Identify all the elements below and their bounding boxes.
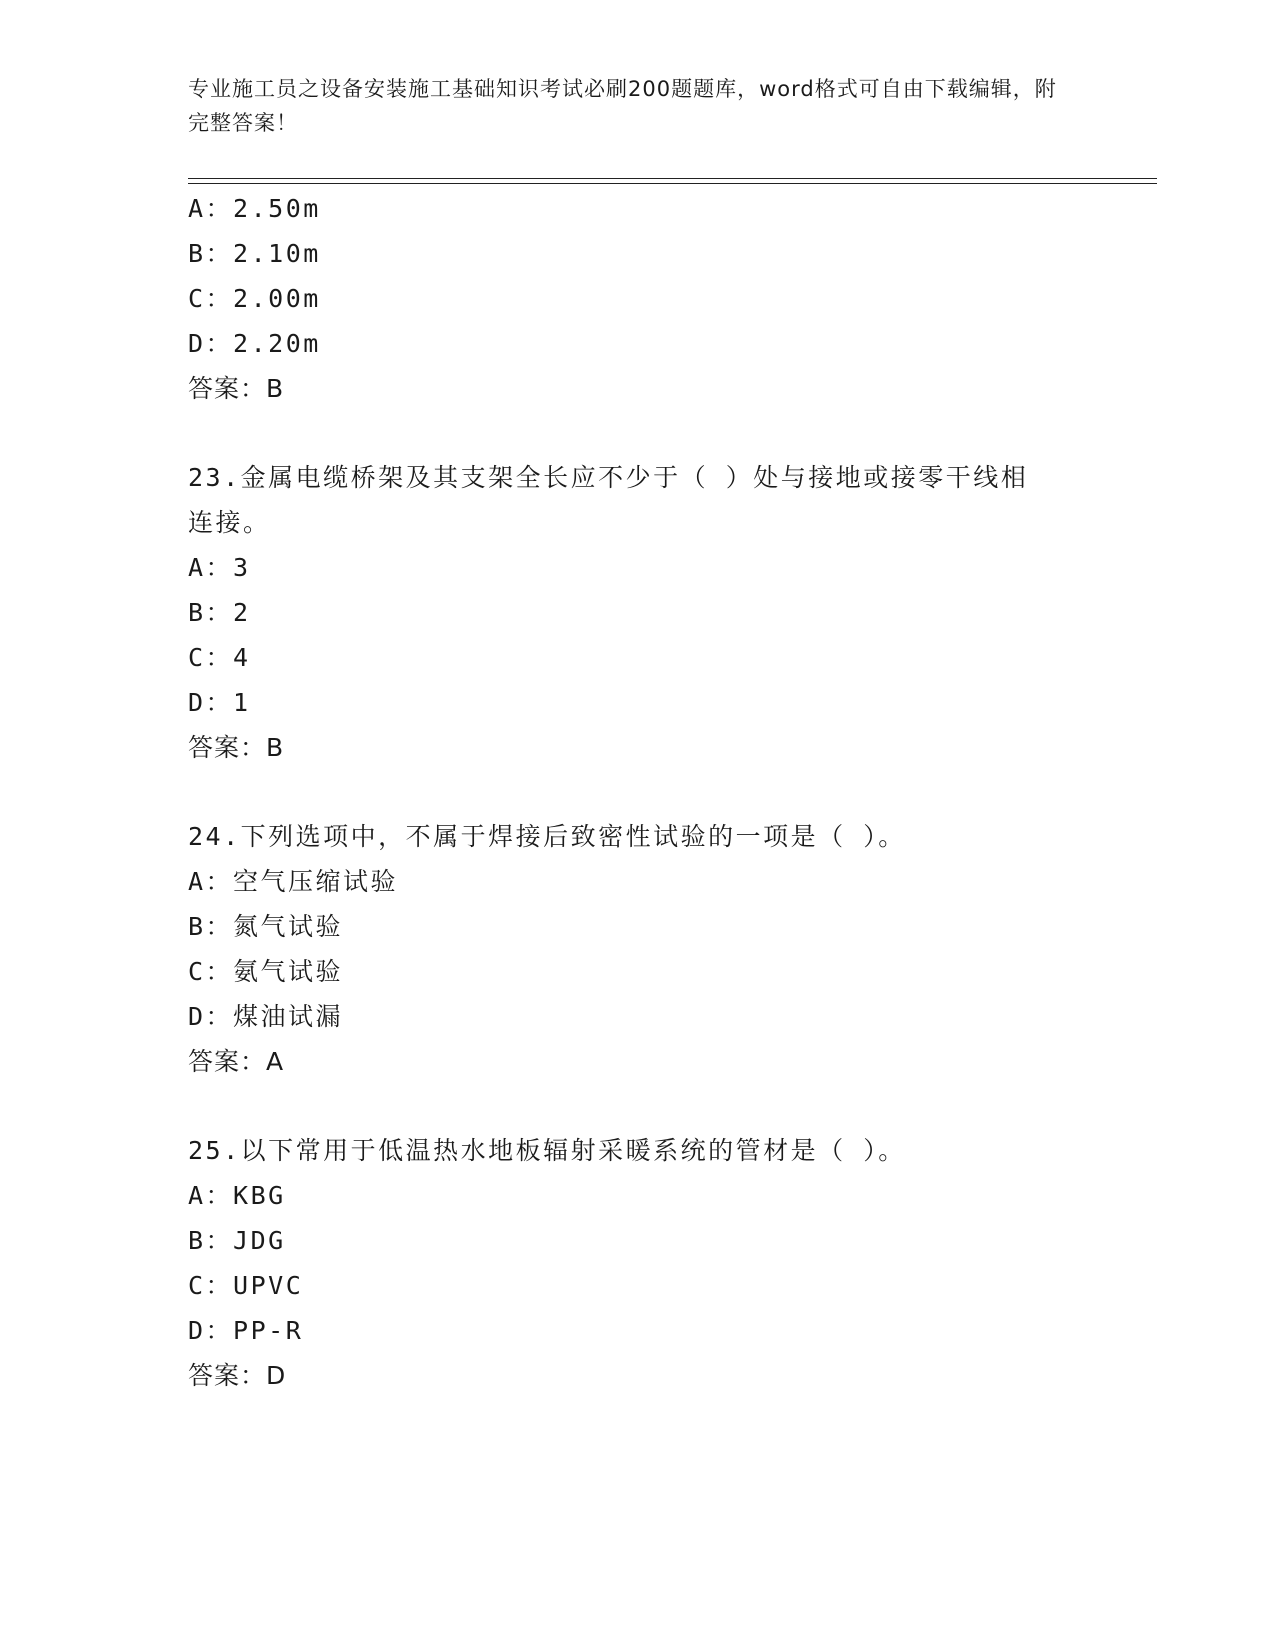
q24-option-b: B：氮气试验 [188, 912, 344, 941]
q25-option-a: A：KBG [188, 1181, 286, 1210]
q22-answer: 答案：B [188, 374, 285, 403]
q23-stem-line2: 连接。 [188, 508, 271, 537]
q25-option-b: B：JDG [188, 1226, 286, 1255]
q22-option-d: D：2.20m [188, 329, 321, 358]
q24-option-c: C：氨气试验 [188, 957, 344, 986]
q23-answer: 答案：B [188, 733, 285, 762]
q25-option-d: D：PP-R [188, 1316, 304, 1345]
q22-option-c: C：2.00m [188, 284, 321, 313]
document-header: 专业施工员之设备安装施工基础知识考试必刷200题题库，word格式可自由下载编辑，附完整答案！ [188, 77, 1057, 135]
q25-answer: 答案：D [188, 1361, 287, 1390]
header-divider-bottom [188, 183, 1157, 184]
q23-option-a: A：3 [188, 553, 251, 582]
q24-option-d: D：煤油试漏 [188, 1002, 344, 1031]
q25-option-c: C：UPVC [188, 1271, 304, 1300]
q24-option-a: A：空气压缩试验 [188, 867, 399, 896]
q22-option-b: B：2.10m [188, 239, 321, 268]
q23-stem-line1: 23.金属电缆桥架及其支架全长应不少于（ ）处与接地或接零干线相 [188, 463, 1029, 492]
q23-option-c: C：4 [188, 643, 251, 672]
q22-option-a: A：2.50m [188, 194, 321, 223]
q24-stem: 24.下列选项中，不属于焊接后致密性试验的一项是（ ）。 [188, 822, 906, 851]
q23-option-d: D：1 [188, 688, 251, 717]
header-divider-top [188, 178, 1157, 179]
q24-answer: 答案：A [188, 1047, 285, 1076]
q23-option-b: B：2 [188, 598, 251, 627]
q25-stem: 25.以下常用于低温热水地板辐射采暖系统的管材是（ ）。 [188, 1136, 906, 1165]
